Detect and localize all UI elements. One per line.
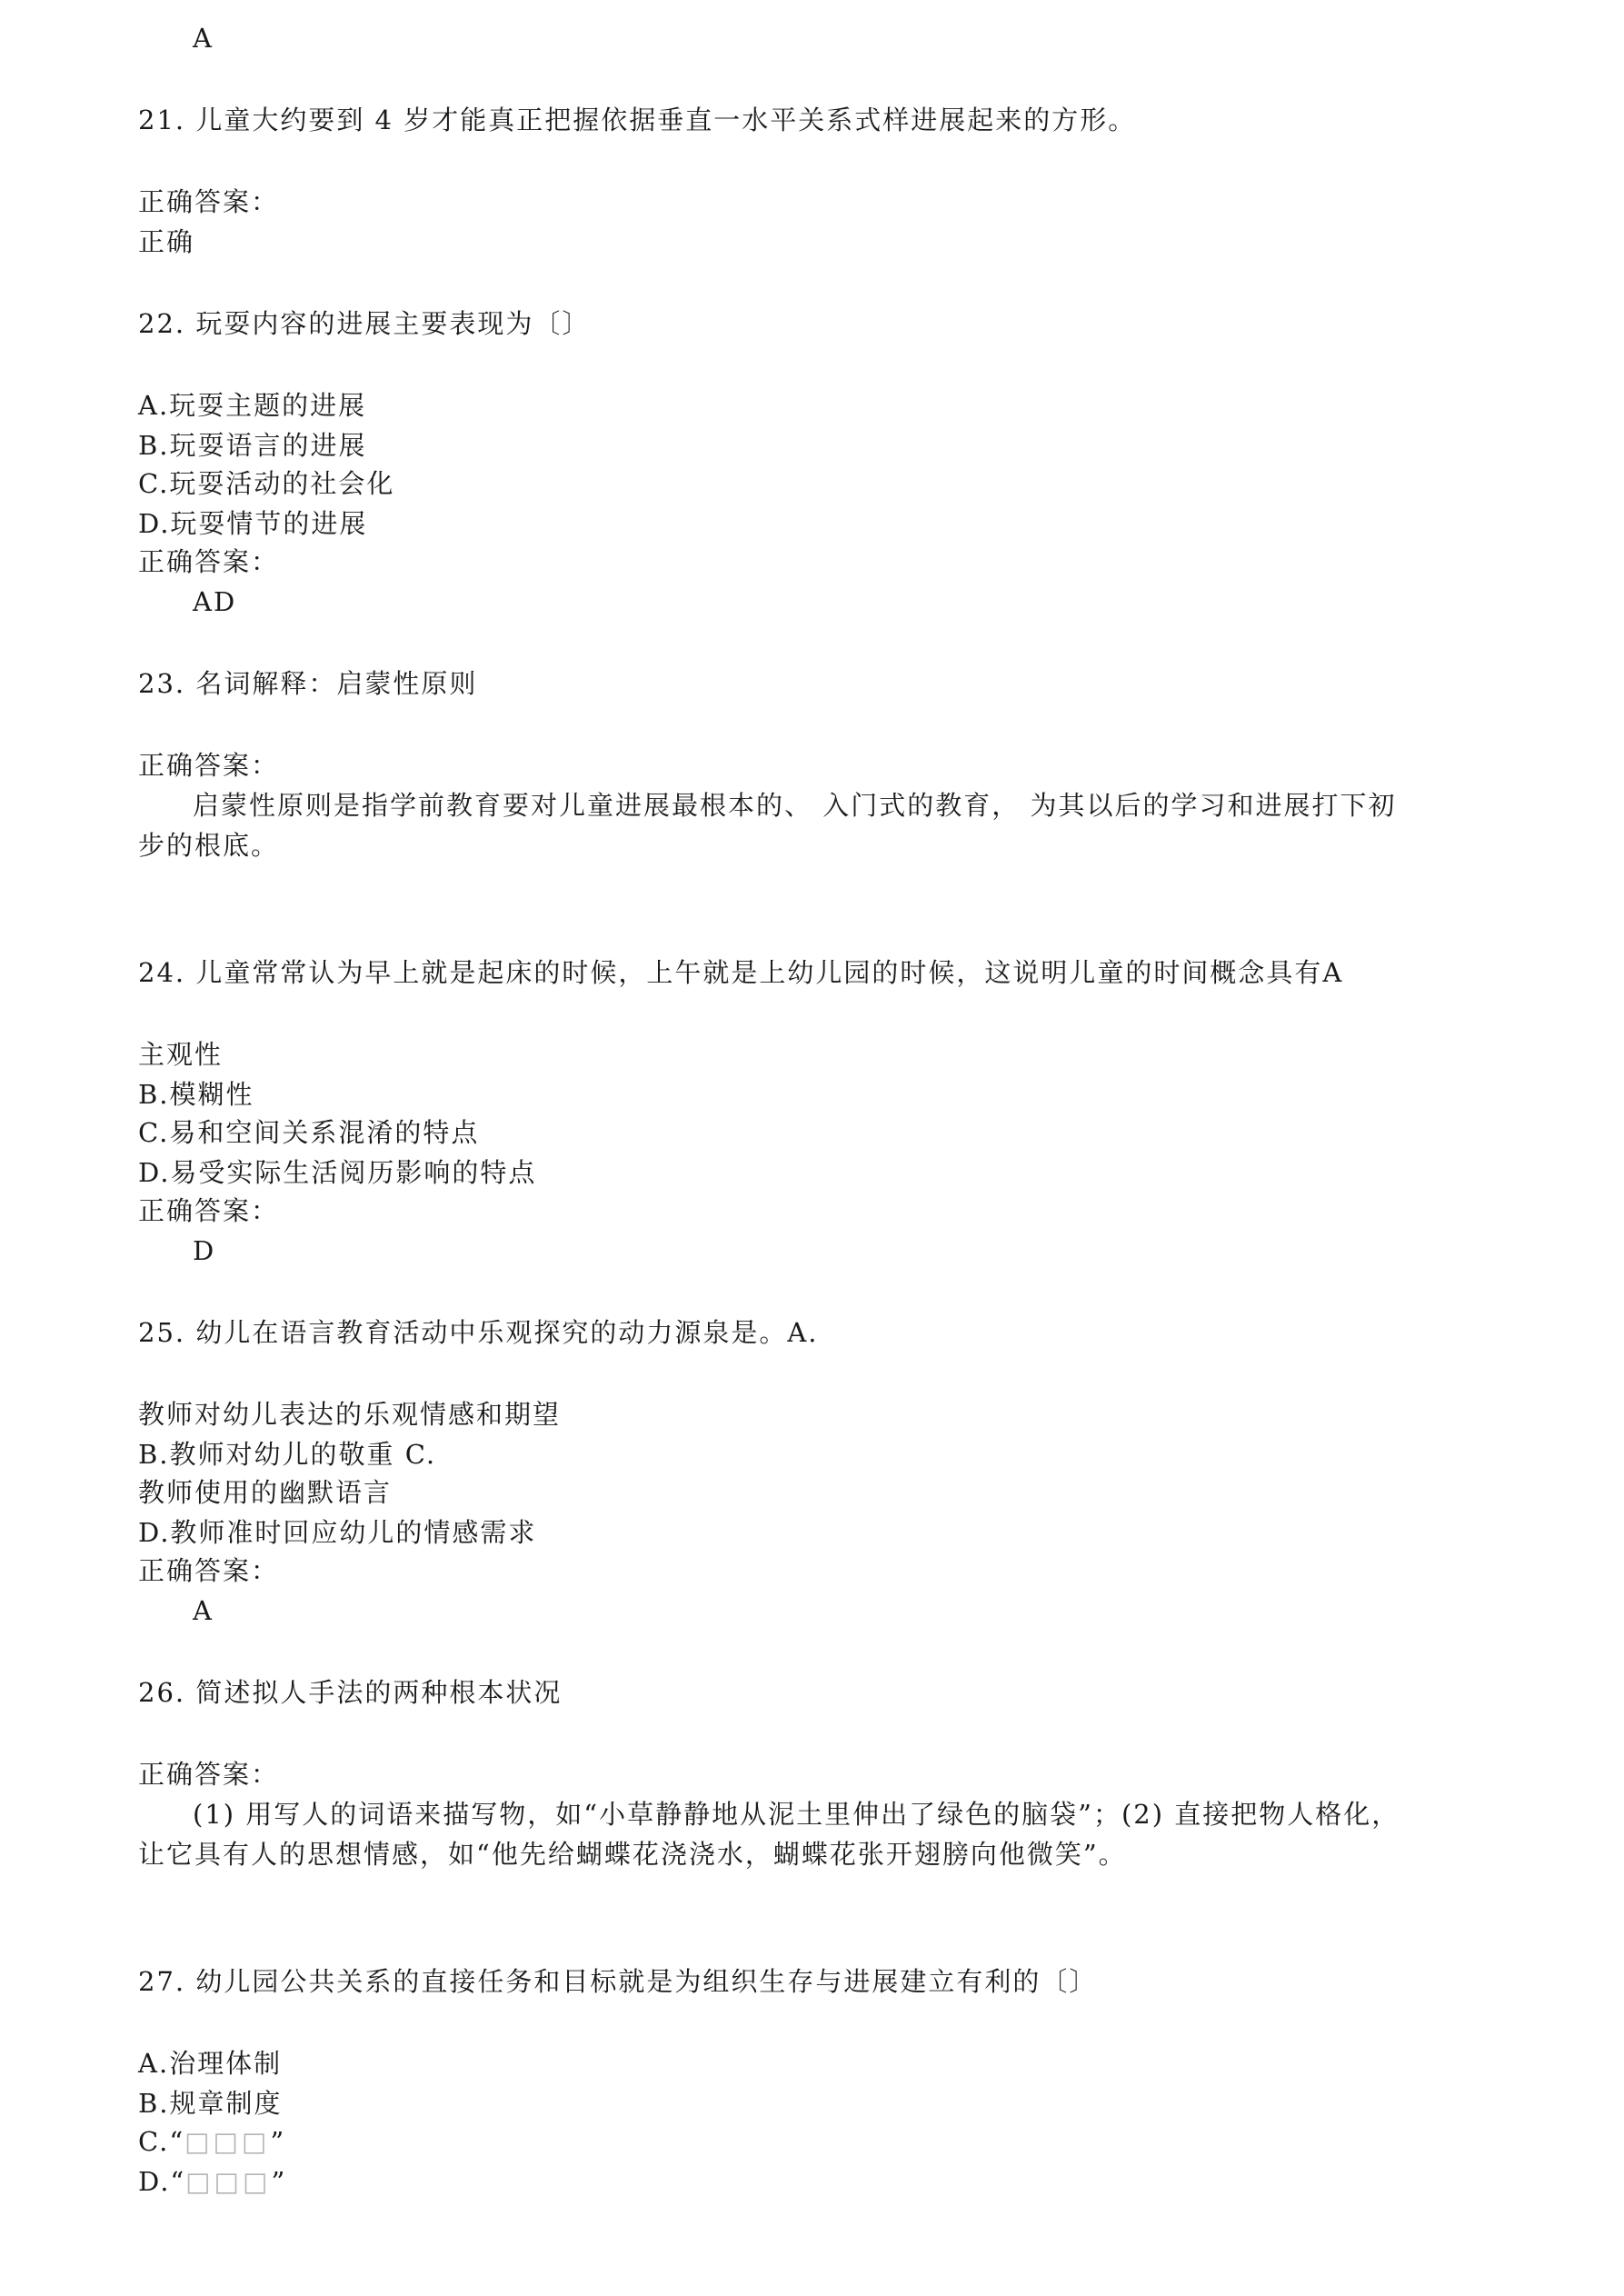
q25-question: 25. 幼儿在语言教育活动中乐观探究的动力源泉是。A. xyxy=(138,1317,819,1348)
q25-answer: A xyxy=(193,1595,214,1626)
q20-answer: A xyxy=(193,23,214,54)
q25-answer-label: 正确答案： xyxy=(138,1555,280,1586)
q24-option-b: B.模糊性 xyxy=(138,1079,254,1110)
q27-option-d-placeholder: □□□ xyxy=(185,2166,272,2197)
q24-option-c: C.易和空间关系混淆的特点 xyxy=(138,1117,480,1148)
q26-question: 26. 简述拟人手法的两种根本状况 xyxy=(138,1677,563,1708)
q22-answer-label: 正确答案： xyxy=(138,546,280,577)
q26-answer-label: 正确答案： xyxy=(138,1759,280,1790)
q27-option-d-suffix: ” xyxy=(271,2166,287,2197)
q21-question: 21. 儿童大约要到 4 岁才能真正把握依据垂直一水平关系式样进展起来的方形。 xyxy=(138,105,1137,135)
q26-answer-line-1: (1) 用写人的词语来描写物，如“小草静静地从泥土里伸出了绿色的脑袋”；(2) 直接把物人格化， xyxy=(193,1799,1400,1830)
q23-answer-line-2: 步的根底。 xyxy=(138,830,280,861)
q21-answer-label: 正确答案： xyxy=(138,186,280,217)
q22-option-d: D.玩耍情节的进展 xyxy=(138,508,368,539)
q27-option-a: A.治理体制 xyxy=(138,2048,283,2079)
q22-option-b: B.玩耍语言的进展 xyxy=(138,430,367,461)
q22-option-a: A.玩耍主题的进展 xyxy=(138,390,367,421)
q24-answer: D xyxy=(193,1235,216,1266)
q22-answer: AD xyxy=(193,586,237,617)
q21-answer: 正确 xyxy=(138,226,195,257)
q22-option-c: C.玩耍活动的社会化 xyxy=(138,468,395,499)
q25-option-b: B.教师对幼儿的敬重 C. xyxy=(138,1439,437,1470)
q27-option-d xyxy=(138,2163,286,2200)
q25-option-a: 教师对幼儿表达的乐观情感和期望 xyxy=(138,1399,562,1430)
q24-option-d: D.易受实际生活阅历影响的特点 xyxy=(138,1157,537,1188)
q27-option-d-prefix: D.“ xyxy=(138,2166,186,2197)
q26-answer-line-2: 让它具有人的思想情感，如“他先给蝴蝶花浇浇水，蝴蝶花张开翅膀向他微笑”。 xyxy=(138,1839,1127,1870)
q27-option-c-placeholder: □□□ xyxy=(184,2126,271,2157)
q27-question: 27. 幼儿园公共关系的直接任务和目标就是为组织生存与进展建立有利的〔〕 xyxy=(138,1966,1098,1997)
q23-answer-label: 正确答案： xyxy=(138,750,280,781)
q24-option-a: 主观性 xyxy=(138,1039,224,1070)
q27-option-c-prefix: C.“ xyxy=(138,2126,185,2157)
q25-option-c: 教师使用的幽默语言 xyxy=(138,1477,393,1508)
q23-question: 23. 名词解释：启蒙性原则 xyxy=(138,668,478,699)
q27-option-c-suffix: ” xyxy=(270,2126,286,2157)
q25-option-d: D.教师准时回应幼儿的情感需求 xyxy=(138,1517,537,1548)
q27-option-c xyxy=(138,2123,285,2160)
q24-question: 24. 儿童常常认为早上就是起床的时候，上午就是上幼儿园的时候，这说明儿童的时间概念具有A xyxy=(138,957,1344,988)
q23-answer-line-1: 启蒙性原则是指学前教育要对儿童进展最根本的、 入门式的教育， 为其以后的学习和进展打下初 xyxy=(193,790,1397,821)
q24-answer-label: 正确答案： xyxy=(138,1195,280,1226)
q27-option-b: B.规章制度 xyxy=(138,2088,283,2119)
q22-question: 22. 玩耍内容的进展主要表现为〔〕 xyxy=(138,308,591,339)
